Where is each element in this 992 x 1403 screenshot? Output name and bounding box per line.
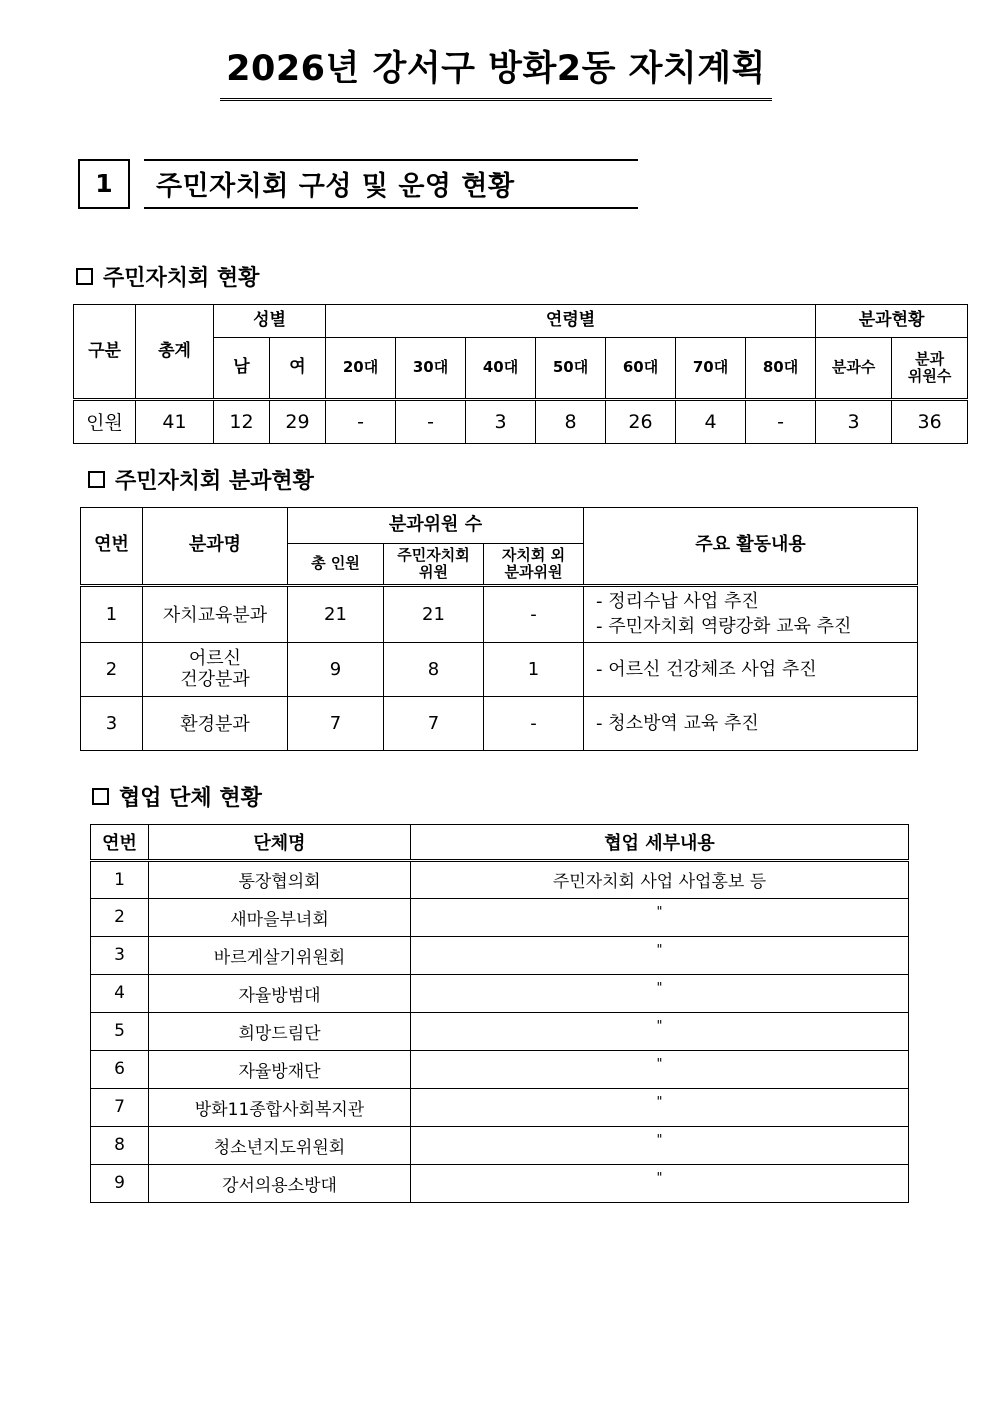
header-collab-detail: 협업 세부내용 xyxy=(411,824,909,860)
cell-org-name: 자율방재단 xyxy=(149,1050,411,1088)
cell-no: 1 xyxy=(81,585,143,642)
cell-collab-detail: " xyxy=(411,1126,909,1164)
cell-no: 3 xyxy=(81,696,143,750)
cell-age-80: - xyxy=(746,399,816,443)
header-no: 연번 xyxy=(81,507,143,585)
header-gender: 성별 xyxy=(214,304,326,337)
cell-subcommittee-name-line2: 건강분과 xyxy=(180,669,250,691)
cell-male: 12 xyxy=(214,399,270,443)
header-outside-members xyxy=(484,543,584,585)
cell-org-name: 통장협의회 xyxy=(149,860,411,898)
cell-council-members: 21 xyxy=(384,585,484,642)
header-outside-members-line2: 분과위원 xyxy=(504,562,563,581)
cell-org-name: 강서의용소방대 xyxy=(149,1164,411,1202)
cell-collab-detail: " xyxy=(411,974,909,1012)
table-row xyxy=(81,585,918,642)
cell-org-name: 새마을부녀회 xyxy=(149,898,411,936)
cell-no: 2 xyxy=(81,642,143,696)
subheading-subcommittee-status-label: 주민자치회 분과현황 xyxy=(115,468,314,494)
header-no: 연번 xyxy=(91,824,149,860)
cell-collab-detail: " xyxy=(411,898,909,936)
cell-total: 41 xyxy=(136,399,214,443)
table-row xyxy=(81,642,918,696)
table-row xyxy=(91,860,909,898)
header-sub-member-count-line2: 위원수 xyxy=(907,366,952,385)
header-age: 연령별 xyxy=(326,304,816,337)
header-council-members xyxy=(384,543,484,585)
section-title-box xyxy=(144,159,638,209)
table-row xyxy=(91,898,909,936)
cell-age-50: 8 xyxy=(536,399,606,443)
square-bullet-icon xyxy=(88,471,105,488)
cell-row-label: 인원 xyxy=(74,399,136,443)
cell-collab-detail: " xyxy=(411,1164,909,1202)
partners-table xyxy=(90,824,909,1203)
cell-collab-detail: " xyxy=(411,1050,909,1088)
cell-sub-member-count: 36 xyxy=(892,399,968,443)
table-row xyxy=(91,1164,909,1202)
header-outside-members-line1: 자치회 외 xyxy=(501,545,566,564)
subcommittee-table xyxy=(80,507,918,751)
activity-line: - 청소방역 교육 추진 xyxy=(596,712,759,734)
section-title-text: 주민자치회 구성 및 운영 현황 xyxy=(156,171,515,203)
table-row xyxy=(91,1126,909,1164)
cell-sub-count: 3 xyxy=(816,399,892,443)
table-row xyxy=(91,1012,909,1050)
header-total: 총계 xyxy=(136,304,214,399)
cell-collab-detail: " xyxy=(411,1012,909,1050)
subheading-council-status-label: 주민자치회 현황 xyxy=(103,265,260,291)
cell-no: 5 xyxy=(91,1012,149,1050)
cell-subcommittee-name: 환경분과 xyxy=(143,696,288,750)
cell-no: 7 xyxy=(91,1088,149,1126)
cell-org-name: 바르게살기위원회 xyxy=(149,936,411,974)
cell-activities xyxy=(584,642,918,696)
cell-total-members: 7 xyxy=(288,696,384,750)
cell-collab-detail: " xyxy=(411,936,909,974)
header-age-40: 40대 xyxy=(466,337,536,399)
header-age-70: 70대 xyxy=(676,337,746,399)
header-age-50: 50대 xyxy=(536,337,606,399)
header-age-30: 30대 xyxy=(396,337,466,399)
table-row xyxy=(91,1050,909,1088)
header-activities: 주요 활동내용 xyxy=(584,507,918,585)
cell-council-members: 8 xyxy=(384,642,484,696)
cell-no: 8 xyxy=(91,1126,149,1164)
activity-line: - 어르신 건강체조 사업 추진 xyxy=(596,658,817,680)
header-division: 구분 xyxy=(74,304,136,399)
cell-no: 9 xyxy=(91,1164,149,1202)
header-female: 여 xyxy=(270,337,326,399)
cell-age-40: 3 xyxy=(466,399,536,443)
subheading-subcommittee-status xyxy=(88,464,992,495)
table-header-row xyxy=(91,824,909,860)
header-org-name: 단체명 xyxy=(149,824,411,860)
header-total-members: 총 인원 xyxy=(288,543,384,585)
cell-org-name: 방화11종합사회복지관 xyxy=(149,1088,411,1126)
header-male: 남 xyxy=(214,337,270,399)
partners-table-body xyxy=(91,860,909,1202)
activity-line: - 주민자치회 역량강화 교육 추진 xyxy=(596,616,852,638)
header-council-members-line1: 주민자치회 xyxy=(397,545,470,564)
cell-no: 1 xyxy=(91,860,149,898)
square-bullet-icon xyxy=(92,788,109,805)
table-header-row xyxy=(74,304,968,337)
square-bullet-icon xyxy=(76,268,93,285)
header-council-members-line2: 위원 xyxy=(419,562,448,581)
cell-age-70: 4 xyxy=(676,399,746,443)
header-age-60: 60대 xyxy=(606,337,676,399)
cell-total-members: 9 xyxy=(288,642,384,696)
cell-activities xyxy=(584,585,918,642)
cell-no: 2 xyxy=(91,898,149,936)
table-row xyxy=(91,936,909,974)
subheading-council-status xyxy=(76,261,992,292)
cell-org-name: 자율방범대 xyxy=(149,974,411,1012)
cell-subcommittee-name xyxy=(143,642,288,696)
cell-outside-members: - xyxy=(484,696,584,750)
cell-no: 6 xyxy=(91,1050,149,1088)
cell-female: 29 xyxy=(270,399,326,443)
council-status-table xyxy=(73,304,968,444)
cell-collab-detail: 주민자치회 사업 사업홍보 등 xyxy=(411,860,909,898)
cell-age-20: - xyxy=(326,399,396,443)
subheading-partner-status xyxy=(92,781,992,812)
header-sub-count: 분과수 xyxy=(816,337,892,399)
cell-outside-members: 1 xyxy=(484,642,584,696)
table-row xyxy=(91,1088,909,1126)
cell-outside-members: - xyxy=(484,585,584,642)
header-subcommittee-name: 분과명 xyxy=(143,507,288,585)
cell-subcommittee-name-line1: 어르신 xyxy=(188,648,242,670)
table-row xyxy=(74,399,968,443)
cell-total-members: 21 xyxy=(288,585,384,642)
cell-subcommittee-name: 자치교육분과 xyxy=(143,585,288,642)
page-title: 2026년 강서구 방화2동 자치계획 xyxy=(220,48,772,101)
header-subcommittee: 분과현황 xyxy=(816,304,968,337)
subheading-partner-status-label: 협업 단체 현황 xyxy=(119,785,262,811)
cell-activities xyxy=(584,696,918,750)
section-number-box: 1 xyxy=(78,159,130,209)
table-header-row xyxy=(81,507,918,543)
cell-council-members: 7 xyxy=(384,696,484,750)
section-1-header xyxy=(78,159,638,209)
document-title-area xyxy=(0,0,992,101)
header-age-80: 80대 xyxy=(746,337,816,399)
cell-org-name: 희망드림단 xyxy=(149,1012,411,1050)
cell-age-60: 26 xyxy=(606,399,676,443)
activity-line: - 정리수납 사업 추진 xyxy=(596,590,759,612)
cell-collab-detail: " xyxy=(411,1088,909,1126)
header-age-20: 20대 xyxy=(326,337,396,399)
cell-org-name: 청소년지도위원회 xyxy=(149,1126,411,1164)
table-row xyxy=(81,696,918,750)
header-sub-member-count-line1: 분과 xyxy=(915,349,945,368)
table-row xyxy=(91,974,909,1012)
header-sub-member-count xyxy=(892,337,968,399)
cell-no: 3 xyxy=(91,936,149,974)
header-member-count: 분과위원 수 xyxy=(288,507,584,543)
cell-age-30: - xyxy=(396,399,466,443)
cell-no: 4 xyxy=(91,974,149,1012)
